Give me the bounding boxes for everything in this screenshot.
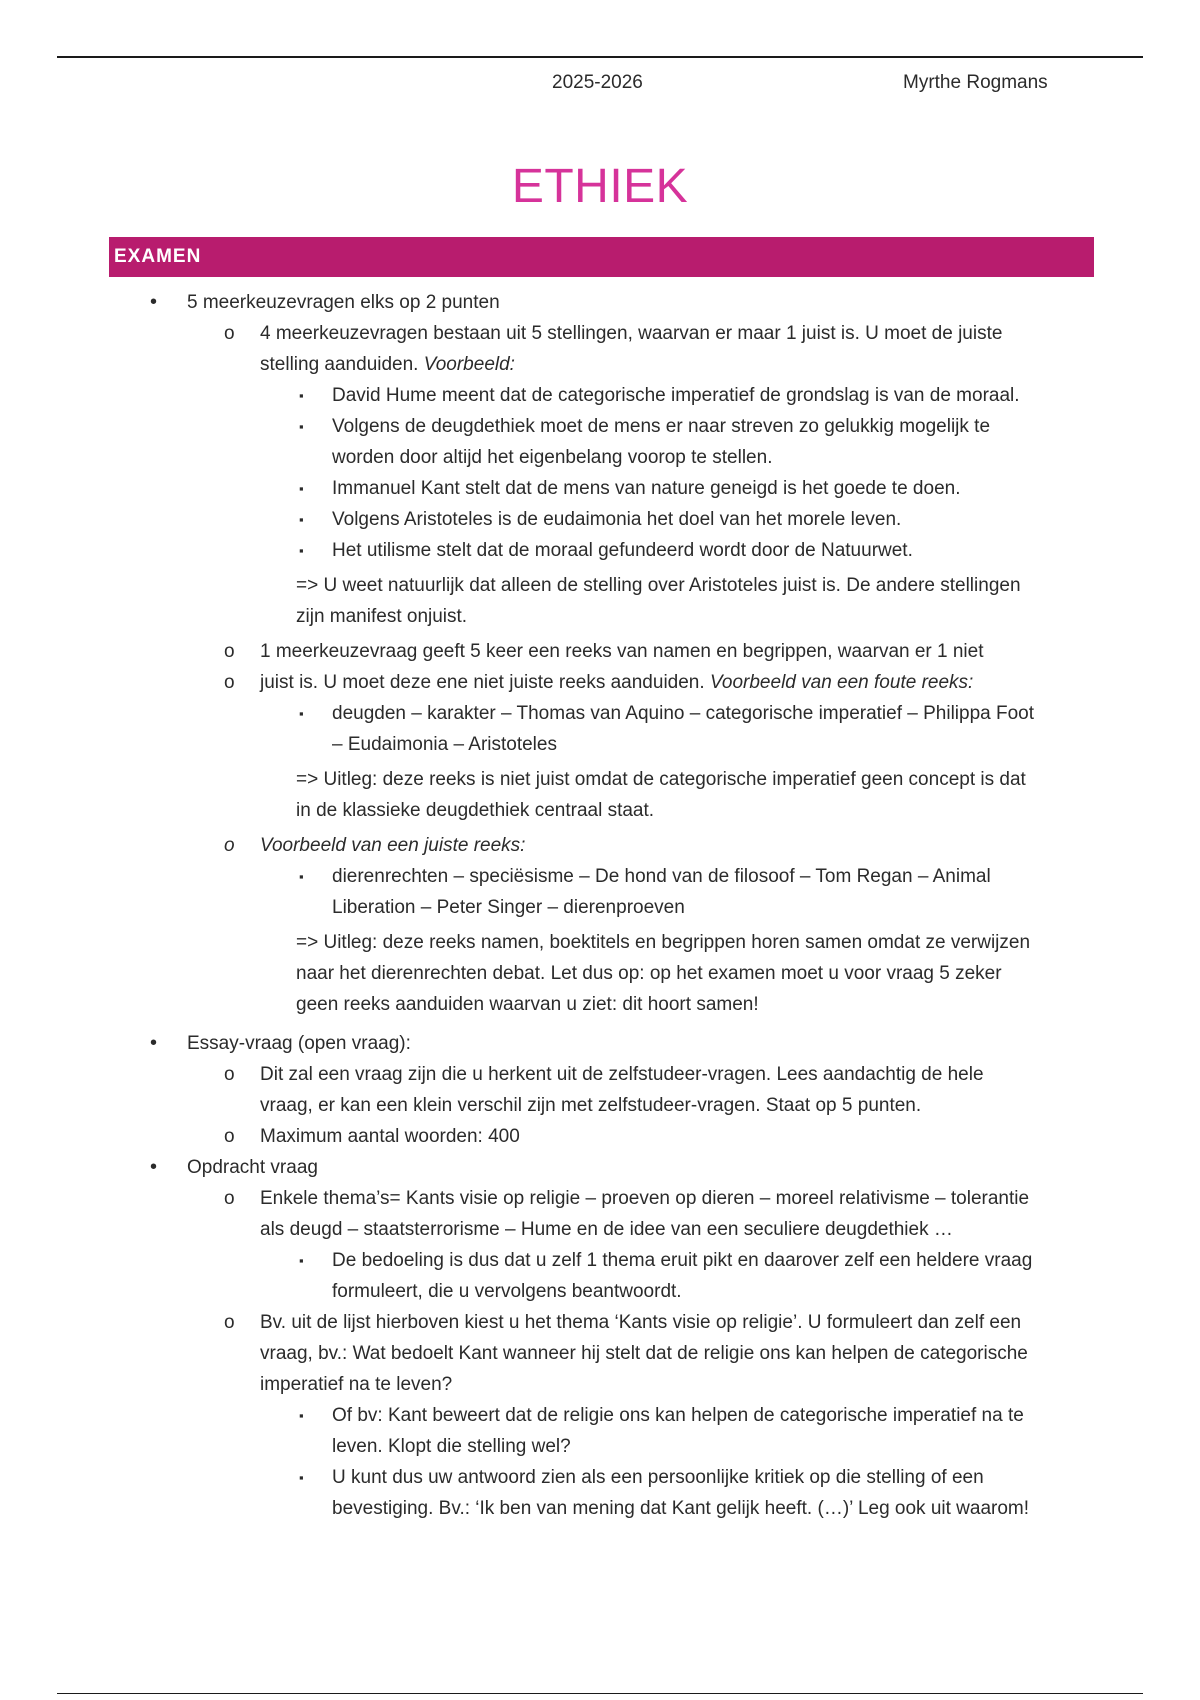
bullet-circle: o	[224, 1312, 235, 1333]
bullet-dot: •	[150, 1032, 158, 1054]
bullet-square: ▪	[299, 1253, 304, 1268]
list-item: ▪ Volgens Aristoteles is de eudaimonia het doel van het morele leven.	[0, 504, 1200, 535]
bullet-dot: •	[150, 291, 158, 313]
list-item-continuation: vraag, bv.: Wat bedoelt Kant wanneer hij stelt dat de religie ons kan helpen de categorische	[260, 1343, 1028, 1364]
bullet-dot: •	[150, 1156, 158, 1178]
list-item: o 1 meerkeuzevraag geeft 5 keer een reeks van namen en begrippen, waarvan er 1 niet	[0, 636, 1200, 667]
list-item: o Enkele thema’s= Kants visie op religie – proeven op dieren – moreel relativisme – tolerantie	[0, 1183, 1200, 1214]
list-item: • Opdracht vraag	[0, 1152, 1200, 1183]
bullet-circle: o	[224, 323, 235, 344]
bullet-circle: o	[224, 1064, 235, 1085]
list-item-continuation: vraag, er kan een klein verschil zijn met zelfstudeer-vragen. Staat op 5 punten.	[260, 1095, 922, 1116]
header-rule	[57, 56, 1143, 58]
list-item: ▪ dierenrechten – speciësisme – De hond van de filosoof – Tom Regan – Animal	[0, 861, 1200, 892]
list-item-continuation: formuleert, die u vervolgens beantwoordt.	[332, 1281, 682, 1302]
note-line: => Uitleg: deze reeks is niet juist omdat de categorische imperatief geen concept is dat	[296, 769, 1026, 790]
list-item: ▪ Immanuel Kant stelt dat de mens van nature geneigd is het goede te doen.	[0, 473, 1200, 504]
bullet-square: ▪	[299, 388, 304, 403]
note-line: geen reeks aanduiden waarvan u ziet: dit hoort samen!	[296, 994, 759, 1015]
note-line: in de klassieke deugdethiek centraal staat.	[296, 800, 655, 821]
list-item: o Bv. uit de lijst hierboven kiest u het thema ‘Kants visie op religie’. U formuleert dan zelf een	[0, 1307, 1200, 1338]
note-line: => Uitleg: deze reeks namen, boektitels en begrippen horen samen omdat ze verwijzen	[296, 932, 1031, 953]
bullet-circle: o	[224, 641, 235, 662]
list-item-continuation: worden door altijd het eigenbelang voorop te stellen.	[332, 447, 773, 468]
bullet-circle: o	[224, 672, 235, 693]
bullet-square: ▪	[299, 1408, 304, 1423]
bullet-square: ▪	[299, 481, 304, 496]
bullet-circle: o	[224, 1126, 235, 1147]
list-item-continuation: stelling aanduiden. Voorbeeld:	[260, 354, 515, 375]
bullet-square: ▪	[299, 419, 304, 434]
bullet-circle: o	[224, 835, 235, 856]
list-item: ▪ deugden – karakter – Thomas van Aquino – categorische imperatief – Philippa Foot	[0, 698, 1200, 729]
list-item: o Maximum aantal woorden: 400	[0, 1121, 1200, 1152]
list-item-continuation: leven. Klopt die stelling wel?	[332, 1436, 571, 1457]
bullet-square: ▪	[299, 869, 304, 884]
list-item: o 4 meerkeuzevragen bestaan uit 5 stellingen, waarvan er maar 1 juist is. U moet de juiste	[0, 318, 1200, 349]
list-item-continuation: – Eudaimonia – Aristoteles	[332, 734, 557, 755]
list-item: ▪ David Hume meent dat de categorische imperatief de grondslag is van de moraal.	[0, 380, 1200, 411]
note-line: => U weet natuurlijk dat alleen de stelling over Aristoteles juist is. De andere stellingen	[296, 575, 1021, 596]
list-item: • 5 meerkeuzevragen elks op 2 punten	[0, 287, 1200, 318]
list-item: • Essay-vraag (open vraag):	[0, 1028, 1200, 1059]
page-title: ETHIEK	[511, 160, 689, 213]
list-item: o juist is. U moet deze ene niet juiste reeks aanduiden. Voorbeeld van een foute reeks:	[0, 667, 1200, 698]
footer-rule	[57, 1693, 1143, 1694]
list-item-continuation: als deugd – staatsterrorisme – Hume en de idee van een seculiere deugdethiek …	[260, 1219, 953, 1240]
list-item: o Dit zal een vraag zijn die u herkent uit de zelfstudeer-vragen. Lees aandachtig de hele	[0, 1059, 1200, 1090]
list-item: o Voorbeeld van een juiste reeks:	[0, 830, 1200, 861]
list-item: ▪ Het utilisme stelt dat de moraal gefundeerd wordt door de Natuurwet.	[0, 535, 1200, 566]
list-item-continuation: bevestiging. Bv.: ‘Ik ben van mening dat Kant gelijk heeft. (…)’ Leg ook uit waarom!	[332, 1498, 1030, 1519]
list-item: ▪ Volgens de deugdethiek moet de mens er naar streven zo gelukkig mogelijk te	[0, 411, 1200, 442]
header-author: Myrthe Rogmans	[903, 72, 1048, 93]
bullet-square: ▪	[299, 706, 304, 721]
bullet-square: ▪	[299, 543, 304, 558]
bullet-square: ▪	[299, 512, 304, 527]
exam-content	[0, 287, 1200, 1524]
bullet-circle: o	[224, 1188, 235, 1209]
note-line: naar het dierenrechten debat. Let dus op: op het examen moet u voor vraag 5 zeker	[296, 963, 1002, 984]
list-item: ▪ U kunt dus uw antwoord zien als een persoonlijke kritiek op die stelling of een	[0, 1462, 1200, 1493]
header-year: 2025-2026	[552, 72, 643, 93]
note-line: zijn manifest onjuist.	[296, 606, 468, 627]
list-item-continuation: Liberation – Peter Singer – dierenproeven	[332, 897, 685, 918]
list-item: ▪ Of bv: Kant beweert dat de religie ons kan helpen de categorische imperatief na te	[0, 1400, 1200, 1431]
list-item-continuation: imperatief na te leven?	[260, 1374, 453, 1395]
section-heading-examen: EXAMEN	[109, 237, 1094, 277]
bullet-square: ▪	[299, 1470, 304, 1485]
list-item: ▪ De bedoeling is dus dat u zelf 1 thema eruit pikt en daarover zelf een heldere vraag	[0, 1245, 1200, 1276]
